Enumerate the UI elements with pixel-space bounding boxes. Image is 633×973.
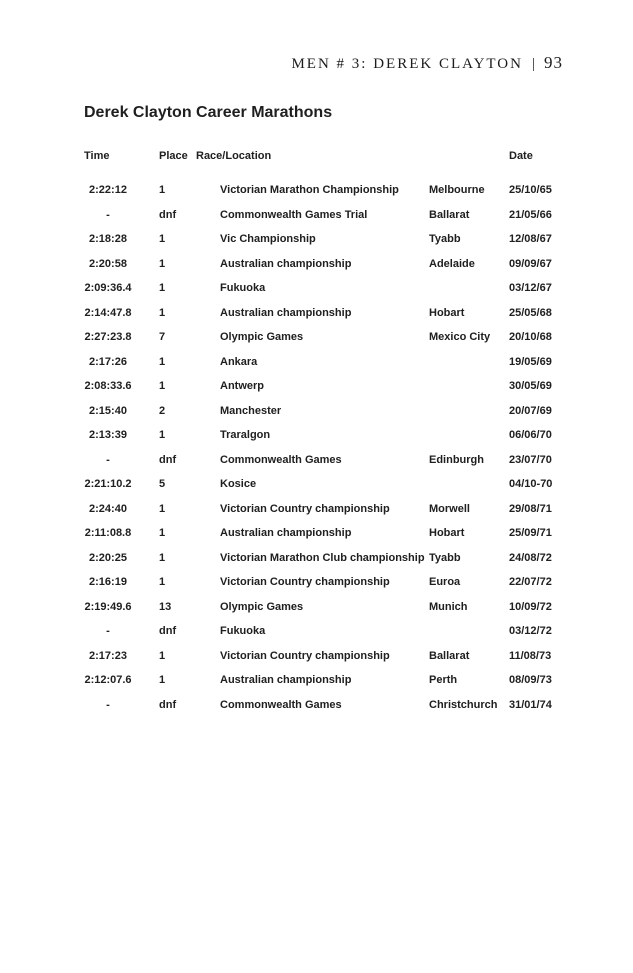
time-cell: - bbox=[106, 208, 110, 221]
time-cell: - bbox=[106, 625, 110, 637]
city-cell: Munich bbox=[429, 600, 468, 613]
date-cell: 30/05/69 bbox=[509, 380, 552, 392]
date-cell: 11/08/73 bbox=[509, 649, 552, 662]
date-cell: 20/07/69 bbox=[509, 404, 552, 417]
place-cell: dnf bbox=[159, 453, 177, 466]
running-head-separator: | bbox=[531, 56, 537, 72]
place-cell: 1 bbox=[159, 306, 166, 319]
date-cell: 04/10-70 bbox=[509, 478, 553, 490]
city-cell: Mexico City bbox=[429, 331, 491, 343]
date-cell: 25/05/68 bbox=[509, 306, 552, 319]
city-cell: Adelaide bbox=[429, 257, 475, 270]
time-cell: 2:12:07.6 bbox=[84, 674, 132, 686]
race-cell: Commonwealth Games bbox=[220, 453, 342, 466]
header-race: Race/Location bbox=[196, 150, 272, 162]
time-cell: 2:22:12 bbox=[89, 184, 127, 196]
header-place: Place bbox=[159, 150, 188, 162]
place-cell: 5 bbox=[159, 478, 166, 490]
time-cell: 2:24:40 bbox=[89, 502, 127, 515]
city-cell bbox=[429, 380, 509, 392]
time-cell: - bbox=[106, 453, 110, 466]
time-cell: 2:17:26 bbox=[89, 355, 127, 368]
time-cell: 2:19:49.6 bbox=[84, 600, 132, 613]
place-cell: 1 bbox=[159, 355, 166, 368]
city-cell: Christchurch bbox=[429, 698, 498, 711]
table-row bbox=[84, 307, 565, 319]
race-cell: Victorian Country championship bbox=[220, 576, 390, 588]
race-cell: Commonwealth Games bbox=[220, 698, 342, 711]
date-cell: 19/05/69 bbox=[509, 355, 552, 368]
table-row bbox=[84, 527, 565, 539]
city-cell bbox=[429, 282, 509, 294]
place-cell: dnf bbox=[159, 698, 177, 711]
header-time: Time bbox=[84, 150, 110, 162]
time-cell: 2:20:58 bbox=[89, 257, 127, 270]
place-cell: 1 bbox=[159, 282, 166, 294]
race-cell: Victorian Marathon Championship bbox=[220, 184, 399, 196]
city-cell: Ballarat bbox=[429, 649, 470, 662]
place-cell: 7 bbox=[159, 331, 166, 343]
race-cell: Kosice bbox=[220, 478, 257, 490]
table-row bbox=[84, 454, 565, 466]
city-cell: Hobart bbox=[429, 527, 465, 539]
table-row bbox=[84, 699, 565, 711]
race-cell: Australian championship bbox=[220, 527, 352, 539]
place-cell: 1 bbox=[159, 233, 166, 245]
race-cell: Olympic Games bbox=[220, 600, 304, 613]
table-row bbox=[84, 576, 565, 588]
date-cell: 24/08/72 bbox=[509, 551, 552, 564]
race-cell: Olympic Games bbox=[220, 331, 304, 343]
place-cell: dnf bbox=[159, 208, 177, 221]
date-cell: 22/07/72 bbox=[509, 576, 552, 588]
table-row bbox=[84, 331, 565, 343]
time-cell: 2:20:25 bbox=[89, 551, 127, 564]
city-cell: Euroa bbox=[429, 576, 461, 588]
table-row bbox=[84, 601, 565, 613]
place-cell: dnf bbox=[159, 625, 177, 637]
page-title: Derek Clayton Career Marathons bbox=[84, 103, 333, 121]
time-cell: 2:15:40 bbox=[89, 404, 127, 417]
table-body bbox=[84, 184, 565, 711]
date-cell: 23/07/70 bbox=[509, 453, 552, 466]
date-cell: 10/09/72 bbox=[509, 600, 552, 613]
race-cell: Victorian Country championship bbox=[220, 502, 390, 515]
city-cell: Hobart bbox=[429, 306, 465, 319]
place-cell: 1 bbox=[159, 576, 166, 588]
place-cell: 1 bbox=[159, 429, 166, 441]
header-date: Date bbox=[509, 150, 533, 162]
date-cell: 25/10/65 bbox=[509, 184, 552, 196]
table-row bbox=[84, 405, 565, 417]
table-row bbox=[84, 503, 565, 515]
header-city bbox=[429, 150, 509, 162]
table-row bbox=[84, 650, 565, 662]
time-cell: - bbox=[106, 698, 110, 711]
running-head bbox=[291, 53, 563, 73]
place-cell: 1 bbox=[159, 380, 166, 392]
time-cell: 2:09:36.4 bbox=[84, 282, 132, 294]
table-row bbox=[84, 184, 565, 196]
race-cell: Australian championship bbox=[220, 674, 352, 686]
table-row bbox=[84, 209, 565, 221]
date-cell: 25/09/71 bbox=[509, 527, 552, 539]
race-cell: Fukuoka bbox=[220, 282, 266, 294]
table-row bbox=[84, 429, 565, 441]
running-head-text: MEN # 3: DEREK CLAYTON bbox=[291, 56, 523, 72]
place-cell: 13 bbox=[159, 600, 172, 613]
time-cell: 2:16:19 bbox=[89, 576, 127, 588]
table-row bbox=[84, 552, 565, 564]
date-cell: 06/06/70 bbox=[509, 429, 552, 441]
time-cell: 2:14:47.8 bbox=[84, 306, 132, 319]
table-row bbox=[84, 356, 565, 368]
time-cell: 2:17:23 bbox=[89, 649, 127, 662]
place-cell: 1 bbox=[159, 551, 166, 564]
race-cell: Fukuoka bbox=[220, 625, 266, 637]
place-cell: 1 bbox=[159, 527, 166, 539]
time-cell: 2:13:39 bbox=[89, 429, 127, 441]
city-cell bbox=[429, 356, 509, 368]
race-cell: Commonwealth Games Trial bbox=[220, 208, 368, 221]
time-cell: 2:11:08.8 bbox=[84, 527, 132, 539]
date-cell: 03/12/67 bbox=[509, 282, 552, 294]
time-cell: 2:27:23.8 bbox=[84, 331, 132, 343]
date-cell: 21/05/66 bbox=[509, 208, 552, 221]
city-cell bbox=[429, 478, 509, 490]
city-cell bbox=[429, 625, 509, 637]
city-cell: Perth bbox=[429, 674, 458, 686]
city-cell: Ballarat bbox=[429, 208, 470, 221]
time-cell: 2:21:10.2 bbox=[84, 478, 132, 490]
date-cell: 12/08/67 bbox=[509, 233, 552, 245]
race-cell: Australian championship bbox=[220, 306, 352, 319]
city-cell bbox=[429, 405, 509, 417]
race-cell: Australian championship bbox=[220, 257, 352, 270]
time-cell: 2:08:33.6 bbox=[84, 380, 132, 392]
city-cell: Tyabb bbox=[429, 233, 461, 245]
race-cell: Vic Championship bbox=[220, 233, 316, 245]
table-row bbox=[84, 478, 565, 490]
date-cell: 08/09/73 bbox=[509, 674, 552, 686]
race-cell: Antwerp bbox=[220, 380, 264, 392]
race-cell: Ankara bbox=[220, 355, 258, 368]
city-cell: Morwell bbox=[429, 502, 470, 515]
marathon-table bbox=[84, 150, 565, 723]
race-cell: Manchester bbox=[220, 404, 282, 417]
table-row bbox=[84, 233, 565, 245]
city-cell: Tyabb bbox=[429, 551, 461, 564]
table-row bbox=[84, 674, 565, 686]
city-cell: Melbourne bbox=[429, 184, 485, 196]
table-row bbox=[84, 380, 565, 392]
city-cell bbox=[429, 429, 509, 441]
race-cell: Victorian Country championship bbox=[220, 649, 390, 662]
date-cell: 03/12/72 bbox=[509, 625, 552, 637]
table-row bbox=[84, 258, 565, 270]
table-header-row bbox=[84, 150, 565, 162]
page-number: 93 bbox=[544, 53, 563, 72]
time-cell: 2:18:28 bbox=[89, 233, 127, 245]
place-cell: 1 bbox=[159, 184, 166, 196]
race-cell: Victorian Marathon Club championship bbox=[220, 551, 425, 564]
city-cell: Edinburgh bbox=[429, 453, 484, 466]
race-cell: Traralgon bbox=[220, 429, 271, 441]
place-cell: 1 bbox=[159, 257, 166, 270]
place-cell: 1 bbox=[159, 649, 166, 662]
place-cell: 1 bbox=[159, 674, 166, 686]
table-row bbox=[84, 282, 565, 294]
place-cell: 2 bbox=[159, 404, 166, 417]
date-cell: 31/01/74 bbox=[509, 698, 552, 711]
place-cell: 1 bbox=[159, 502, 166, 515]
date-cell: 09/09/67 bbox=[509, 257, 552, 270]
date-cell: 29/08/71 bbox=[509, 502, 552, 515]
date-cell: 20/10/68 bbox=[509, 331, 552, 343]
table-row bbox=[84, 625, 565, 637]
